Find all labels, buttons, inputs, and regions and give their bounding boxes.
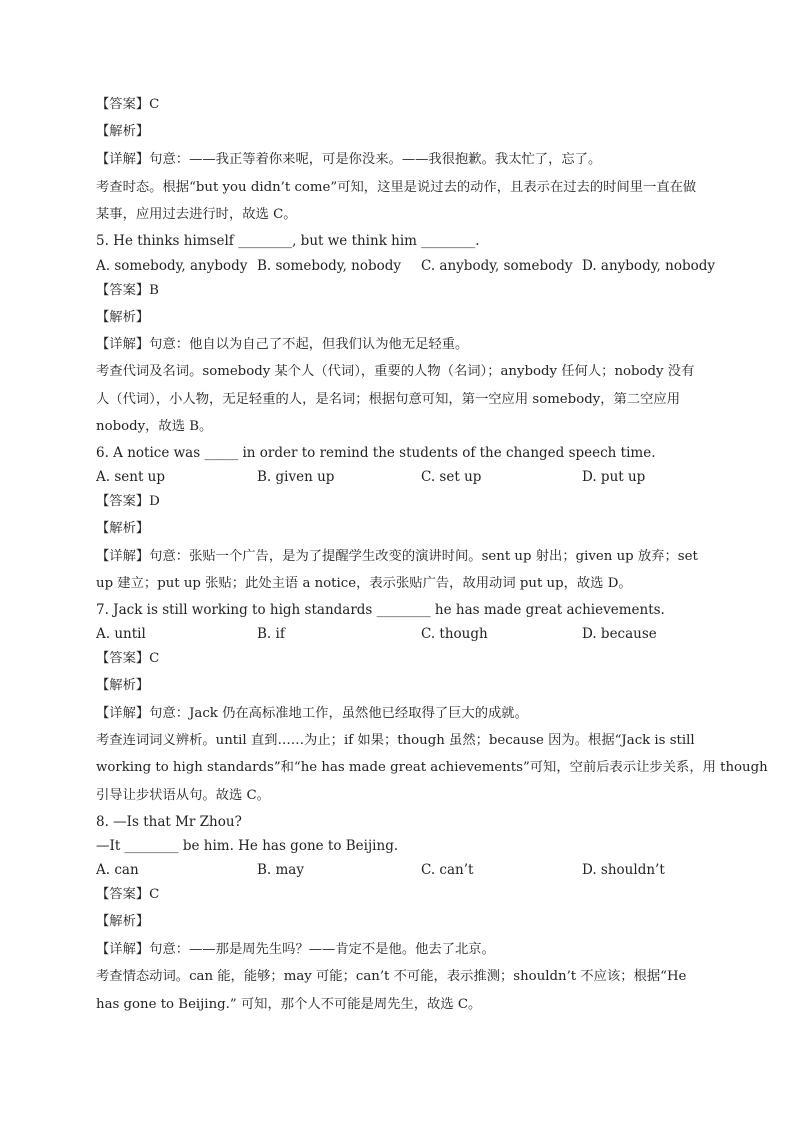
option-b: B. somebody, nobody xyxy=(257,258,402,274)
explanation-line: 考查时态。根据“but you didn’t come”可知，这里是说过去的动作，且表示在过去的时间里一直在做 xyxy=(96,180,697,195)
explanation-line: 人（代词），小人物，无足轻重的人，是名词；根据句意可知，第一空应用 somebody，第二空应用 xyxy=(96,392,681,407)
question-5: 5. He thinks himself ________, but we think him ________. xyxy=(96,233,480,249)
explanation-line: 考查情态动词。can 能，能够；may 可能；can’t 不可能，表示推测；shouldn’t 不应该；根据“He xyxy=(96,969,687,984)
detail-text: 【详解】句意：张贴一个广告，是为了提醒学生改变的演讲时间。sent up 射出；given up 放弃；set xyxy=(96,549,698,564)
question-6: 6. A notice was _____ in order to remind the students of the changed speech time. xyxy=(96,445,656,461)
detail-text: 【详解】句意：——我正等着你来呢，可是你没来。——我很抱歉。我太忙了，忘了。 xyxy=(96,152,602,167)
option-d: D. because xyxy=(582,626,657,642)
answer-label: 【答案】B xyxy=(96,283,159,298)
option-b: B. given up xyxy=(257,469,335,485)
option-a: A. until xyxy=(96,626,146,642)
option-a: A. sent up xyxy=(96,469,165,485)
question-8-line-2: —It ________ be him. He has gone to Beijing. xyxy=(96,838,399,854)
answer-label: 【答案】C xyxy=(96,97,160,112)
option-c: C. anybody, somebody xyxy=(421,258,573,274)
explanation-line: 考查连词词义辨析。until 直到……为止；if 如果；though 虽然；because 因为。根据“Jack is still xyxy=(96,733,695,748)
analysis-label: 【解析】 xyxy=(96,521,150,536)
analysis-label: 【解析】 xyxy=(96,914,150,929)
option-d: D. anybody, nobody xyxy=(582,258,715,274)
explanation-line: 引导让步状语从句。故选 C。 xyxy=(96,788,270,803)
explanation-line: has gone to Beijing.” 可知，那个人不可能是周先生，故选 C。 xyxy=(96,997,482,1012)
answer-label: 【答案】C xyxy=(96,887,160,902)
question-7: 7. Jack is still working to high standards ________ he has made great achievements. xyxy=(96,602,665,618)
option-d: D. shouldn’t xyxy=(582,862,665,878)
option-a: A. somebody, anybody xyxy=(96,258,248,274)
explanation-line: 考查代词及名词。somebody 某个人（代词），重要的人物（名词）；anybody 任何人；nobody 没有 xyxy=(96,364,695,379)
option-c: C. though xyxy=(421,626,488,642)
option-a: A. can xyxy=(96,862,139,878)
analysis-label: 【解析】 xyxy=(96,124,150,139)
explanation-line: working to high standards”和“he has made great achievements”可知，空前后表示让步关系，用 though xyxy=(96,760,768,775)
answer-label: 【答案】C xyxy=(96,651,160,666)
answer-label: 【答案】D xyxy=(96,494,160,509)
option-b: B. if xyxy=(257,626,285,642)
option-c: C. can’t xyxy=(421,862,474,878)
option-b: B. may xyxy=(257,862,304,878)
detail-text: 【详解】句意：Jack 仍在高标准地工作，虽然他已经取得了巨大的成就。 xyxy=(96,706,528,721)
question-8: 8. —Is that Mr Zhou? xyxy=(96,814,242,830)
explanation-line: nobody，故选 B。 xyxy=(96,419,213,434)
explanation-line: up 建立；put up 张贴；此处主语 a notice，表示张贴广告，故用动词 put up，故选 D。 xyxy=(96,576,632,591)
analysis-label: 【解析】 xyxy=(96,310,150,325)
explanation-line: 某事，应用过去进行时，故选 C。 xyxy=(96,207,297,222)
detail-text: 【详解】句意：——那是周先生吗？——肯定不是他。他去了北京。 xyxy=(96,942,495,957)
option-d: D. put up xyxy=(582,469,646,485)
option-c: C. set up xyxy=(421,469,482,485)
detail-text: 【详解】句意：他自以为自己了不起，但我们认为他无足轻重。 xyxy=(96,337,469,352)
analysis-label: 【解析】 xyxy=(96,678,150,693)
